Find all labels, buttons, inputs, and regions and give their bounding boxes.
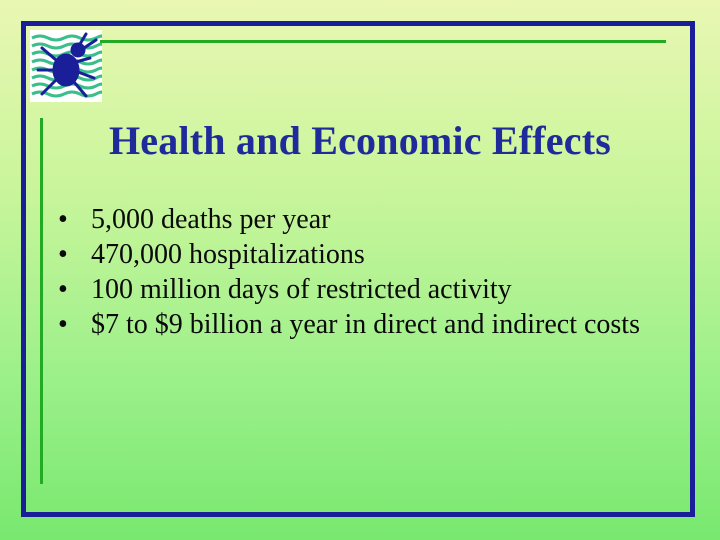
bullet-text: $7 to $9 billion a year in direct and indirect costs (91, 309, 640, 340)
bullet-icon: • (58, 239, 68, 270)
list-item (58, 202, 668, 237)
bullet-text: 100 million days of restricted activity (91, 274, 512, 305)
bullet-text: 5,000 deaths per year (91, 204, 331, 235)
left-rule (40, 118, 43, 484)
slide-title: Health and Economic Effects (108, 118, 612, 163)
list-item (58, 237, 668, 272)
bullet-text: 470,000 hospitalizations (91, 239, 365, 270)
list-item (58, 272, 668, 307)
top-rule (100, 40, 666, 43)
list-item (58, 307, 668, 342)
bug-logo-icon (30, 30, 102, 102)
bullet-icon: • (58, 204, 68, 235)
bullet-list (58, 202, 668, 342)
bullet-icon: • (58, 274, 68, 305)
bullet-icon: • (58, 309, 68, 340)
